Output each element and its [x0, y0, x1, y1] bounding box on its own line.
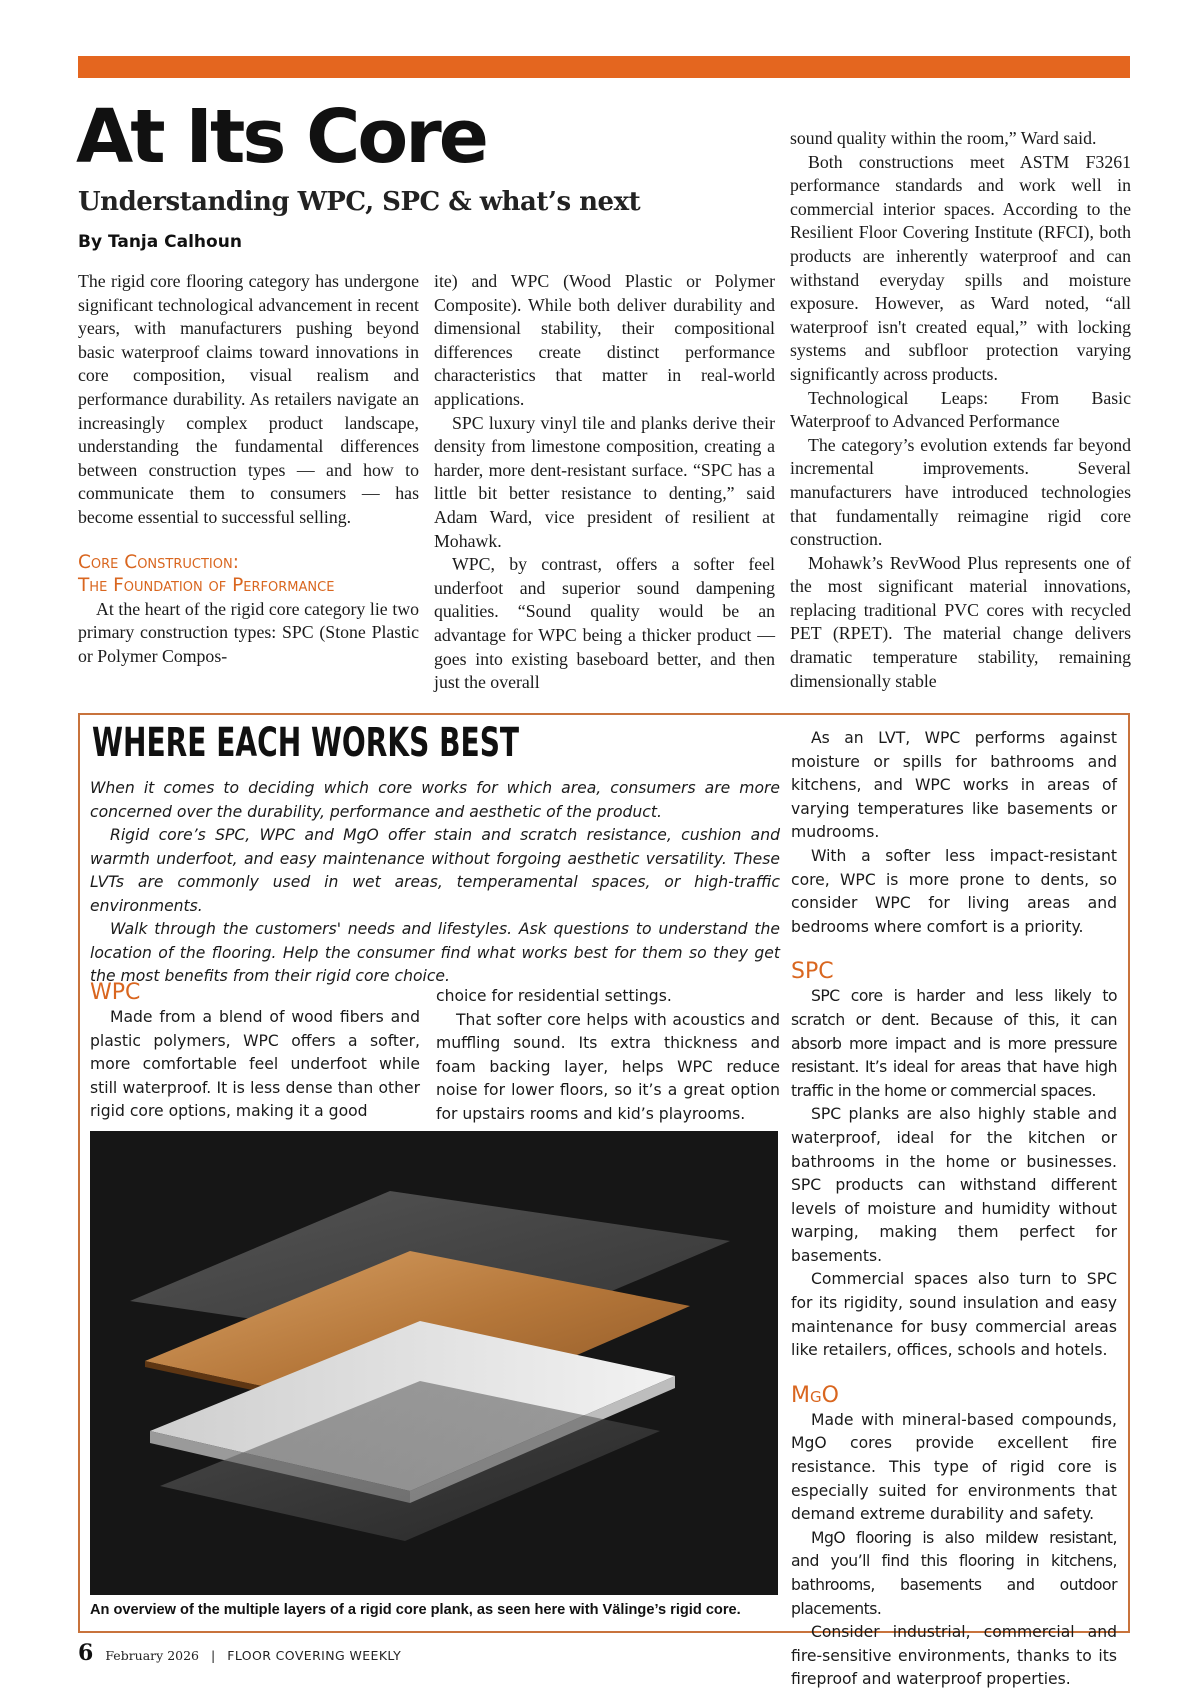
page-footer: [78, 1640, 401, 1670]
paragraph: sound quality within the room,” Ward said.: [790, 128, 1097, 148]
section-heading-line-1: Core Construction:: [78, 551, 239, 573]
article-column-1: [78, 270, 419, 698]
publication-name: FLOOR COVERING WEEKLY: [227, 1648, 402, 1663]
subheading-paragraph: Technological Leaps: From Basic Waterproof to Advanced Performance: [790, 387, 1131, 432]
page-number: 6: [78, 1640, 94, 1666]
paragraph: ite) and WPC (Wood Plastic or Polymer Composite). While both deliver durability and dimensional stability, their compositional differences create distinct performance characteristics that matter in real-world applications.: [434, 271, 775, 409]
intro-paragraph: Rigid core’s SPC, WPC and MgO offer stain and scratch resistance, cushion and warmth underfoot, and easy maintenance without forgoing aesthetic versatility. These LVTs are commonly used in wet areas, temperamental spaces, or high-traffic environments.: [90, 826, 780, 915]
paragraph: Made from a blend of wood fibers and plastic polymers, WPC offers a softer, more comfortable feel underfoot while still waterproof. It is less dense than other rigid core options, making it a good: [90, 1008, 420, 1121]
paragraph: That softer core helps with acoustics and muffling sound. Its extra thickness and foam backing layer, helps WPC reduce noise for lower floors, so it’s a great option for upstairs rooms and kid’s playrooms.: [436, 1010, 780, 1123]
sidebar-column-3: [791, 727, 1117, 1689]
paragraph: With a softer less impact-resistant core, WPC is more prone to dents, so consider WPC for living areas and bedrooms where comfort is a priority.: [791, 846, 1117, 936]
layer-photo: [90, 1131, 778, 1595]
mgo-heading: MgO: [791, 1382, 839, 1408]
accent-bar: [78, 56, 1130, 78]
paragraph: The category’s evolution extends far beyond incremental improvements. Several manufacturers have introduced technologies that fundamentally reimagine rigid core construction.: [790, 434, 1131, 550]
intro-paragraph: When it comes to deciding which core works for which area, consumers are more concerned over the durability, performance and aesthetic of the product.: [90, 779, 780, 821]
footer-separator: |: [211, 1648, 216, 1663]
wpc-heading: WPC: [90, 980, 141, 1005]
paragraph: SPC planks are also highly stable and waterproof, ideal for the kitchen or bathrooms in the home or businesses. SPC products can withstand different levels of moisture and humidity without warping, making them perfect for basements.: [791, 1105, 1117, 1265]
article-column-3: [790, 127, 1131, 698]
article-subtitle: Understanding WPC, SPC & what’s next: [78, 187, 641, 217]
paragraph: SPC luxury vinyl tile and planks derive their density from limestone composition, creating a harder, more dent-resistant surface. “SPC has a little bit better resistance to denting,” said Adam Ward, vice president of resilient at Mohawk.: [434, 412, 775, 551]
rigid-core-layers-illustration: [90, 1131, 778, 1595]
paragraph: Consider industrial, commercial and fire-sensitive environments, thanks to its fireproof and waterproof properties.: [791, 1623, 1117, 1689]
sidebar-intro: [90, 777, 780, 989]
paragraph: At the heart of the rigid core category lie two primary construction types: SPC (Stone Plastic or Polymer Compos-: [78, 598, 419, 666]
spc-heading: SPC: [791, 959, 834, 985]
paragraph: Commercial spaces also turn to SPC for its rigidity, sound insulation and easy maintenance for busy commercial areas like retailers, offices, schools and hotels.: [791, 1270, 1117, 1360]
paragraph: Both constructions meet ASTM F3261 performance standards and work well in commercial interior spaces. According to the Resilient Floor Covering Institute (RFCI), both products are inherently waterproof and can withstand everyday spills and moisture exposure. However, as Ward noted, “all waterproof isn't created equal,” with locking systems and subfloor protection varying significantly across products.: [790, 151, 1131, 384]
paragraph: SPC core is harder and less likely to scratch or dent. Because of this, it can absorb more impact and is more pressure resistant. It’s ideal for areas that have high traffic in the home or commercial spaces.: [791, 987, 1117, 1100]
paragraph: MgO flooring is also mildew resistant, and you’ll find this flooring in kitchens, bathrooms, basements and outdoor placements.: [791, 1528, 1117, 1618]
paragraph: Made with mineral-based compounds, MgO cores provide excellent fire resistance. This type of rigid core is especially suited for environments that demand extreme durability and safety.: [791, 1410, 1117, 1524]
paragraph: choice for residential settings.: [436, 987, 672, 1005]
section-heading-line-2: The Foundation of Performance: [78, 575, 335, 597]
photo-caption: An overview of the multiple layers of a rigid core plank, as seen here with Välinge’s rigid core.: [90, 1602, 741, 1618]
paragraph: As an LVT, WPC performs against moisture or spills for bathrooms and kitchens, and WPC works in areas of varying temperatures like basements or mudrooms.: [791, 729, 1117, 842]
section-heading: [78, 551, 419, 598]
article-title: At Its Core: [76, 94, 486, 180]
paragraph: The rigid core flooring category has undergone significant technological advancement in recent years, with manufacturers pushing beyond basic waterproof claims toward innovations in core composition, visual realism and performance durability. As retailers navigate an increasingly complex product landscape, understanding the fundamental differences between construction types — and how to communicate them to consumers — has become essential to successful selling.: [78, 271, 419, 527]
paragraph: Mohawk’s RevWood Plus represents one of the most significant material innovations, replacing traditional PVC cores with recycled PET (RPET). The material change delivers dramatic temperature stability, remaining dimensionally stable: [790, 552, 1131, 691]
sidebar-title: WHERE EACH WORKS BEST: [92, 720, 520, 766]
issue-date: February 2026: [105, 1648, 200, 1663]
intro-paragraph: Walk through the customers' needs and lifestyles. Ask questions to understand the location of the flooring. Help the consumer find what works best for them so they get the most benefits from their rigid core choice.: [90, 920, 780, 985]
article-column-2: [434, 270, 775, 698]
byline: By Tanja Calhoun: [78, 232, 242, 252]
paragraph: WPC, by contrast, offers a softer feel underfoot and superior sound dampening qualities. “Sound quality would be an advantage for WPC being a thicker product — goes into existing baseboard better, and then just the overall: [434, 554, 775, 693]
